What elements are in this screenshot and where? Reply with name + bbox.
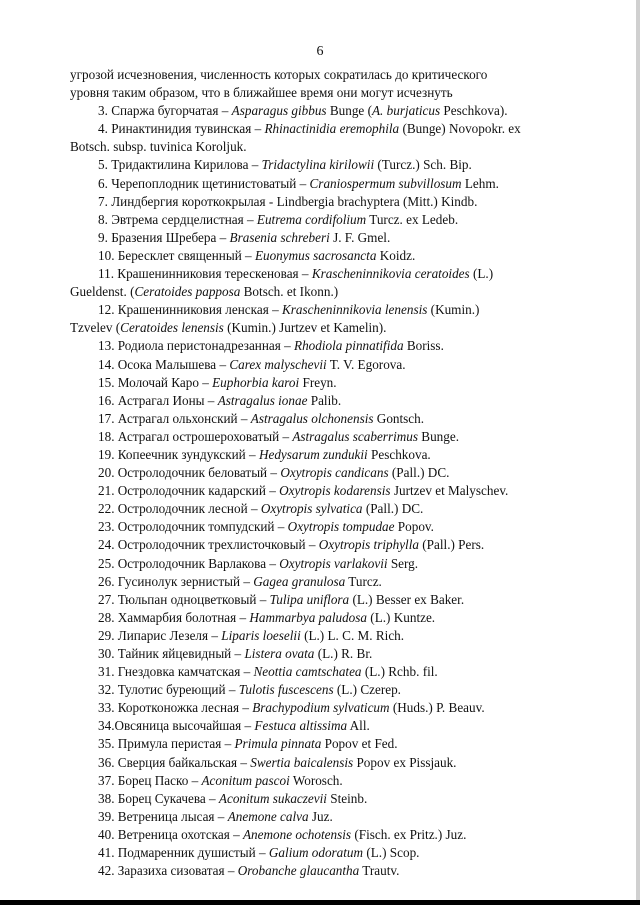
latin-name: Hammarbya paludosa <box>249 609 367 625</box>
species-entry <box>70 482 590 500</box>
author-citation: Popov ex Pissjauk. <box>353 754 457 770</box>
separator: – <box>236 609 250 625</box>
species-entry <box>70 392 590 410</box>
russian-name: Родиола перистонадрезанная <box>117 338 281 354</box>
species-entry <box>70 826 590 844</box>
author-citation: Trautv. <box>359 863 400 879</box>
russian-name: Ветреница лысая <box>117 808 215 824</box>
latin-name: Oxytropis candicans <box>280 465 389 481</box>
author-citation: (Bunge) Novopokr. ex <box>399 121 521 137</box>
species-entry <box>70 862 590 880</box>
intro-line-2: уровня таким образом, что в ближайшее время они могут исчезнуть <box>70 85 453 101</box>
species-entry <box>70 156 590 174</box>
entry-number: 12. <box>98 302 118 318</box>
species-entry <box>70 500 590 518</box>
separator: – <box>218 103 232 119</box>
latin-name: Orobanche glaucantha <box>237 863 360 879</box>
russian-name: Черепоплодник щетинистоватый <box>111 175 297 191</box>
author-citation: (L.) Besser ex Baker. <box>349 591 465 607</box>
species-entry <box>70 735 590 753</box>
separator: – <box>225 682 239 698</box>
entry-number: 29. <box>98 627 118 643</box>
entry-number: 30. <box>98 646 118 661</box>
entry-number: 20. <box>98 465 118 481</box>
separator: – <box>274 519 288 535</box>
author-citation: Lehm. <box>461 175 499 191</box>
author-citation: Bunge. <box>417 428 460 444</box>
author-citation: (L.) Czerep. <box>333 682 401 698</box>
entry-number: 37. <box>98 772 118 788</box>
latin-name: Euphorbia karoi <box>212 374 300 390</box>
author-citation: (L.) <box>469 266 494 282</box>
species-entry <box>70 754 590 772</box>
latin-name: Aconitum pascoi <box>201 772 290 788</box>
species-entry <box>70 229 590 247</box>
russian-name: Бразения Шребера <box>111 229 217 245</box>
separator: – <box>247 501 261 517</box>
entry-number: 39. <box>98 808 118 824</box>
latin-name: Oxytropis kodarensis <box>279 483 391 499</box>
author-citation: Worosch. <box>289 772 343 788</box>
russian-name: Тулотис буреющий <box>117 682 226 698</box>
species-entry <box>70 573 590 591</box>
latin-name: Krascheninnikovia ceratoides <box>311 266 470 282</box>
author-citation: J. F. Gmel. <box>329 229 391 245</box>
russian-name: Липарис Лезеля <box>117 627 209 643</box>
species-entry <box>70 464 590 482</box>
species-entry <box>70 410 590 428</box>
russian-name: Линдбергия короткокрылая <box>111 193 266 209</box>
entry-number: 26. <box>98 573 118 589</box>
entry-number: 4. <box>98 121 112 137</box>
latin-name: Rhinactinidia eremophila <box>264 121 400 137</box>
separator: – <box>251 121 265 137</box>
separator: – <box>305 537 319 553</box>
entry-number: 6. <box>98 175 112 191</box>
latin-name: Hedysarum zundukii <box>258 446 368 462</box>
separator: – <box>245 446 259 462</box>
separator: – <box>248 157 262 173</box>
author-citation: Jurtzev et Malyschev. <box>390 483 509 499</box>
latin-name: Aconitum sukaczevii <box>218 790 327 806</box>
entry-number: 32. <box>98 682 118 698</box>
author-citation: (L.) R. Br. <box>314 646 373 661</box>
page-bottom-rule <box>0 900 640 905</box>
russian-name: Ринактинидия тувинская <box>111 121 252 137</box>
species-entry <box>70 265 590 301</box>
continuation-text: Botsch. subsp. tuvinica Koroljuk. <box>70 139 247 155</box>
species-entry <box>70 790 590 808</box>
author-citation: Boriss. <box>403 338 444 354</box>
separator: – <box>256 591 270 607</box>
species-entry <box>70 681 590 699</box>
synonym-author: Peschkova). <box>440 103 508 119</box>
author-citation: (Pall.) DC. <box>388 465 450 481</box>
latin-name: Eutrema cordifolium <box>256 211 367 227</box>
author-citation: Bunge ( <box>326 103 372 119</box>
separator: – <box>198 374 213 390</box>
entry-number: 34. <box>98 718 115 734</box>
author-citation: (Turcz.) Sch. Bip. <box>374 157 472 173</box>
latin-name: Krascheninnikovia lenensis <box>281 302 428 318</box>
separator: – <box>241 247 255 263</box>
page-right-edge <box>636 0 640 905</box>
russian-name: Овсяница высочайшая <box>114 718 242 734</box>
separator: – <box>241 718 255 734</box>
russian-name: Крашенинниковия терескеновая <box>117 266 299 282</box>
species-entry <box>70 120 590 156</box>
russian-name: Осока Малышева <box>117 356 217 372</box>
author-citation: Popov. <box>394 519 434 535</box>
author-citation: Serg. <box>387 555 419 571</box>
species-entry <box>70 337 590 355</box>
russian-name: Остролодочник трехлисточковый <box>117 537 306 553</box>
author-citation: (Kumin.) <box>427 302 480 318</box>
separator: – <box>239 700 253 716</box>
entry-number: 41. <box>98 845 118 861</box>
continuation-author: Botsch. et Ikonn.) <box>240 284 339 300</box>
latin-name: Anemone calva <box>227 808 309 824</box>
separator: – <box>231 646 245 661</box>
author-citation: All. <box>347 718 370 734</box>
species-entry <box>70 772 590 790</box>
separator: – <box>240 664 254 680</box>
author-citation: T. V. Egorova. <box>326 356 406 372</box>
separator: – <box>204 392 218 408</box>
species-entry <box>70 301 590 337</box>
russian-name: Астрагал ольхонский <box>117 410 238 426</box>
russian-name: Хаммарбия болотная <box>117 609 237 625</box>
separator: – <box>216 229 230 245</box>
species-entry <box>70 808 590 826</box>
russian-name: Молочай Каро <box>117 374 199 390</box>
entry-number: 33. <box>98 700 118 716</box>
russian-name: Сверция байкальская <box>117 754 238 770</box>
entry-number: 40. <box>98 826 118 842</box>
russian-name: Примула перистая <box>117 736 222 752</box>
entry-number: 22. <box>98 501 118 517</box>
author-citation: Koidz. <box>376 247 416 263</box>
author-citation: Juz. <box>308 808 333 824</box>
separator: – <box>214 808 228 824</box>
russian-name: Тридактилина Кирилова <box>111 157 249 173</box>
russian-name: Астрагал острошероховатый <box>117 428 280 444</box>
separator: – <box>188 772 202 788</box>
russian-name: Тюльпан одноцветковый <box>117 591 257 607</box>
species-entry <box>70 102 590 120</box>
author-citation: Peschkova. <box>367 446 431 462</box>
entry-number: 7. <box>98 193 112 209</box>
species-entry <box>70 247 590 265</box>
separator: – <box>205 790 219 806</box>
author-citation: Steinb. <box>326 790 368 806</box>
entry-number: 16. <box>98 392 118 408</box>
separator: – <box>296 175 310 191</box>
separator: – <box>240 573 254 589</box>
author-citation: (Pall.) Pers. <box>418 537 485 553</box>
russian-name: Подмаренник душистый <box>117 845 256 861</box>
entry-number: 13. <box>98 338 118 354</box>
russian-name: Остролодочник беловатый <box>117 465 268 481</box>
species-entry <box>70 844 590 862</box>
document-body <box>70 66 590 880</box>
species-entry <box>70 627 590 645</box>
latin-name: Galium odoratum <box>268 845 364 861</box>
entry-number: 9. <box>98 229 112 245</box>
species-entry <box>70 555 590 573</box>
entry-number: 25. <box>98 555 118 571</box>
entry-continuation <box>70 319 590 337</box>
entry-number: 42. <box>98 863 118 879</box>
russian-name: Крашенинниковия ленская <box>117 302 269 318</box>
russian-name: Астрагал Ионы <box>117 392 205 408</box>
separator: – <box>266 555 280 571</box>
author-citation: (L.) L. C. M. Rich. <box>300 627 405 643</box>
russian-name: Ветреница охотская <box>117 826 230 842</box>
synonym-latin-name: A. burjaticus <box>371 103 441 119</box>
latin-name: Oxytropis sylvatica <box>260 501 363 517</box>
entry-number: 27. <box>98 591 118 607</box>
latin-name: Astragalus ionae <box>217 392 308 408</box>
russian-name: Борец Паско <box>117 772 189 788</box>
entry-number: 36. <box>98 754 118 770</box>
latin-name: Tulotis fuscescens <box>238 682 334 698</box>
species-entry <box>70 193 590 211</box>
author-citation: Turcz. ex Ledeb. <box>366 211 459 227</box>
latin-name: Oxytropis tompudae <box>287 519 395 535</box>
species-entry <box>70 609 590 627</box>
latin-name: Swertia baicalensis <box>250 754 354 770</box>
author-citation: (L.) Kuntze. <box>367 609 436 625</box>
species-entry <box>70 699 590 717</box>
latin-name: Euonymus sacrosancta <box>254 247 377 263</box>
author-citation: Lindbergia brachyptera (Mitt.) Kindb. <box>276 193 478 209</box>
separator: – <box>265 483 280 499</box>
entry-continuation <box>70 138 590 156</box>
latin-name: Tridactylina kirilowii <box>261 157 375 173</box>
separator: – <box>224 863 238 879</box>
intro-line-1: угрозой исчезновения, численность которых сократилась до критического <box>70 67 488 82</box>
entry-number: 11. <box>98 266 118 282</box>
species-entry <box>70 175 590 193</box>
separator: – <box>298 266 312 282</box>
russian-name: Гнездовка камчатская <box>117 664 241 680</box>
entry-number: 23. <box>98 519 118 535</box>
separator: – <box>208 627 222 643</box>
author-citation: Popov et Fed. <box>321 736 398 752</box>
separator: – <box>237 754 251 770</box>
species-entry <box>70 645 590 663</box>
russian-name: Заразиха сизоватая <box>117 863 225 879</box>
latin-name: Brachypodium sylvaticum <box>252 700 390 716</box>
entry-number: 10. <box>98 247 118 263</box>
entry-number: 18. <box>98 428 118 444</box>
russian-name: Бересклет священный <box>117 247 242 263</box>
entry-number: 14. <box>98 356 118 372</box>
latin-name: Gagea granulosa <box>253 573 346 589</box>
entry-number: 31. <box>98 664 118 680</box>
latin-name: Carex malyschevii <box>229 356 327 372</box>
entry-number: 8. <box>98 211 112 227</box>
russian-name: Остролодочник лесной <box>117 501 248 517</box>
species-list <box>70 102 590 880</box>
separator: - <box>265 193 277 209</box>
continuation-latin-name: Ceratoides lenensis <box>120 320 224 336</box>
author-citation: (Fisch. ex Pritz.) Juz. <box>351 826 467 842</box>
entry-number: 24. <box>98 537 118 553</box>
latin-name: Oxytropis triphylla <box>318 537 419 553</box>
russian-name: Тайник яйцевидный <box>117 646 232 661</box>
entry-number: 19. <box>98 446 118 462</box>
entry-number: 3. <box>98 103 112 119</box>
species-entry <box>70 536 590 554</box>
continuation-author: (Kumin.) Jurtzev et Kamelin). <box>223 320 387 336</box>
species-entry <box>70 591 590 609</box>
separator: – <box>216 356 230 372</box>
entry-number: 21. <box>98 483 118 499</box>
separator: – <box>243 211 257 227</box>
russian-name: Коротконожка лесная <box>117 700 240 716</box>
russian-name: Остролодочник томпудский <box>117 519 275 535</box>
author-citation: Turcz. <box>345 573 382 589</box>
latin-name: Festuca altissima <box>254 718 348 734</box>
latin-name: Primula pinnata <box>234 736 322 752</box>
species-entry <box>70 446 590 464</box>
species-entry <box>70 717 590 735</box>
separator: – <box>255 845 269 861</box>
author-citation: Freyn. <box>299 374 337 390</box>
russian-name: Остролодочник Варлакова <box>117 555 267 571</box>
author-citation: (Pall.) DC. <box>362 501 424 517</box>
latin-name: Craniospermum subvillosum <box>309 175 462 191</box>
separator: – <box>229 826 243 842</box>
species-entry <box>70 428 590 446</box>
species-entry <box>70 356 590 374</box>
russian-name: Гусинолук зернистый <box>117 573 241 589</box>
russian-name: Борец Сукачева <box>117 790 206 806</box>
latin-name: Liparis loeselii <box>221 627 301 643</box>
separator: – <box>221 736 235 752</box>
russian-name: Остролодочник кадарский <box>117 483 266 499</box>
species-entry <box>70 211 590 229</box>
continuation-text: Tzvelev ( <box>70 320 121 336</box>
entry-number: 28. <box>98 609 118 625</box>
latin-name: Asparagus gibbus <box>231 103 327 119</box>
latin-name: Tulipa uniflora <box>269 591 350 607</box>
russian-name: Спаржа бугорчатая <box>111 103 219 119</box>
entry-number: 38. <box>98 790 118 806</box>
author-citation: (Huds.) P. Beauv. <box>389 700 485 716</box>
author-citation: Gontsch. <box>373 410 425 426</box>
continuation-latin-name: Ceratoides papposa <box>134 284 241 300</box>
latin-name: Brasenia schreberi <box>229 229 330 245</box>
separator: – <box>237 410 251 426</box>
separator: – <box>280 338 295 354</box>
author-citation: (L.) Rchb. fil. <box>361 664 438 680</box>
latin-name: Listera ovata <box>244 646 315 661</box>
latin-name: Neottia camtschatea <box>253 664 362 680</box>
entry-number: 15. <box>98 374 118 390</box>
page-number: 6 <box>316 44 324 59</box>
author-citation: Palib. <box>307 392 342 408</box>
species-entry <box>70 518 590 536</box>
author-citation: (L.) Scop. <box>363 845 420 861</box>
latin-name: Rhodiola pinnatifida <box>294 338 404 354</box>
latin-name: Astragalus olchonensis <box>250 410 374 426</box>
latin-name: Astragalus scaberrimus <box>292 428 418 444</box>
latin-name: Oxytropis varlakovii <box>279 555 388 571</box>
latin-name: Anemone ochotensis <box>243 826 352 842</box>
separator: – <box>267 465 281 481</box>
entry-number: 17. <box>98 410 118 426</box>
continuation-text: Gueldenst. ( <box>70 284 135 300</box>
russian-name: Эвтрема сердцелистная <box>111 211 244 227</box>
entry-continuation <box>70 283 590 301</box>
separator: – <box>268 302 282 318</box>
entry-number: 5. <box>98 157 112 173</box>
entry-number: 35. <box>98 736 118 752</box>
intro-paragraph <box>70 66 590 102</box>
russian-name: Копеечник зундукский <box>117 446 246 462</box>
species-entry <box>70 663 590 681</box>
species-entry <box>70 374 590 392</box>
separator: – <box>279 428 293 444</box>
